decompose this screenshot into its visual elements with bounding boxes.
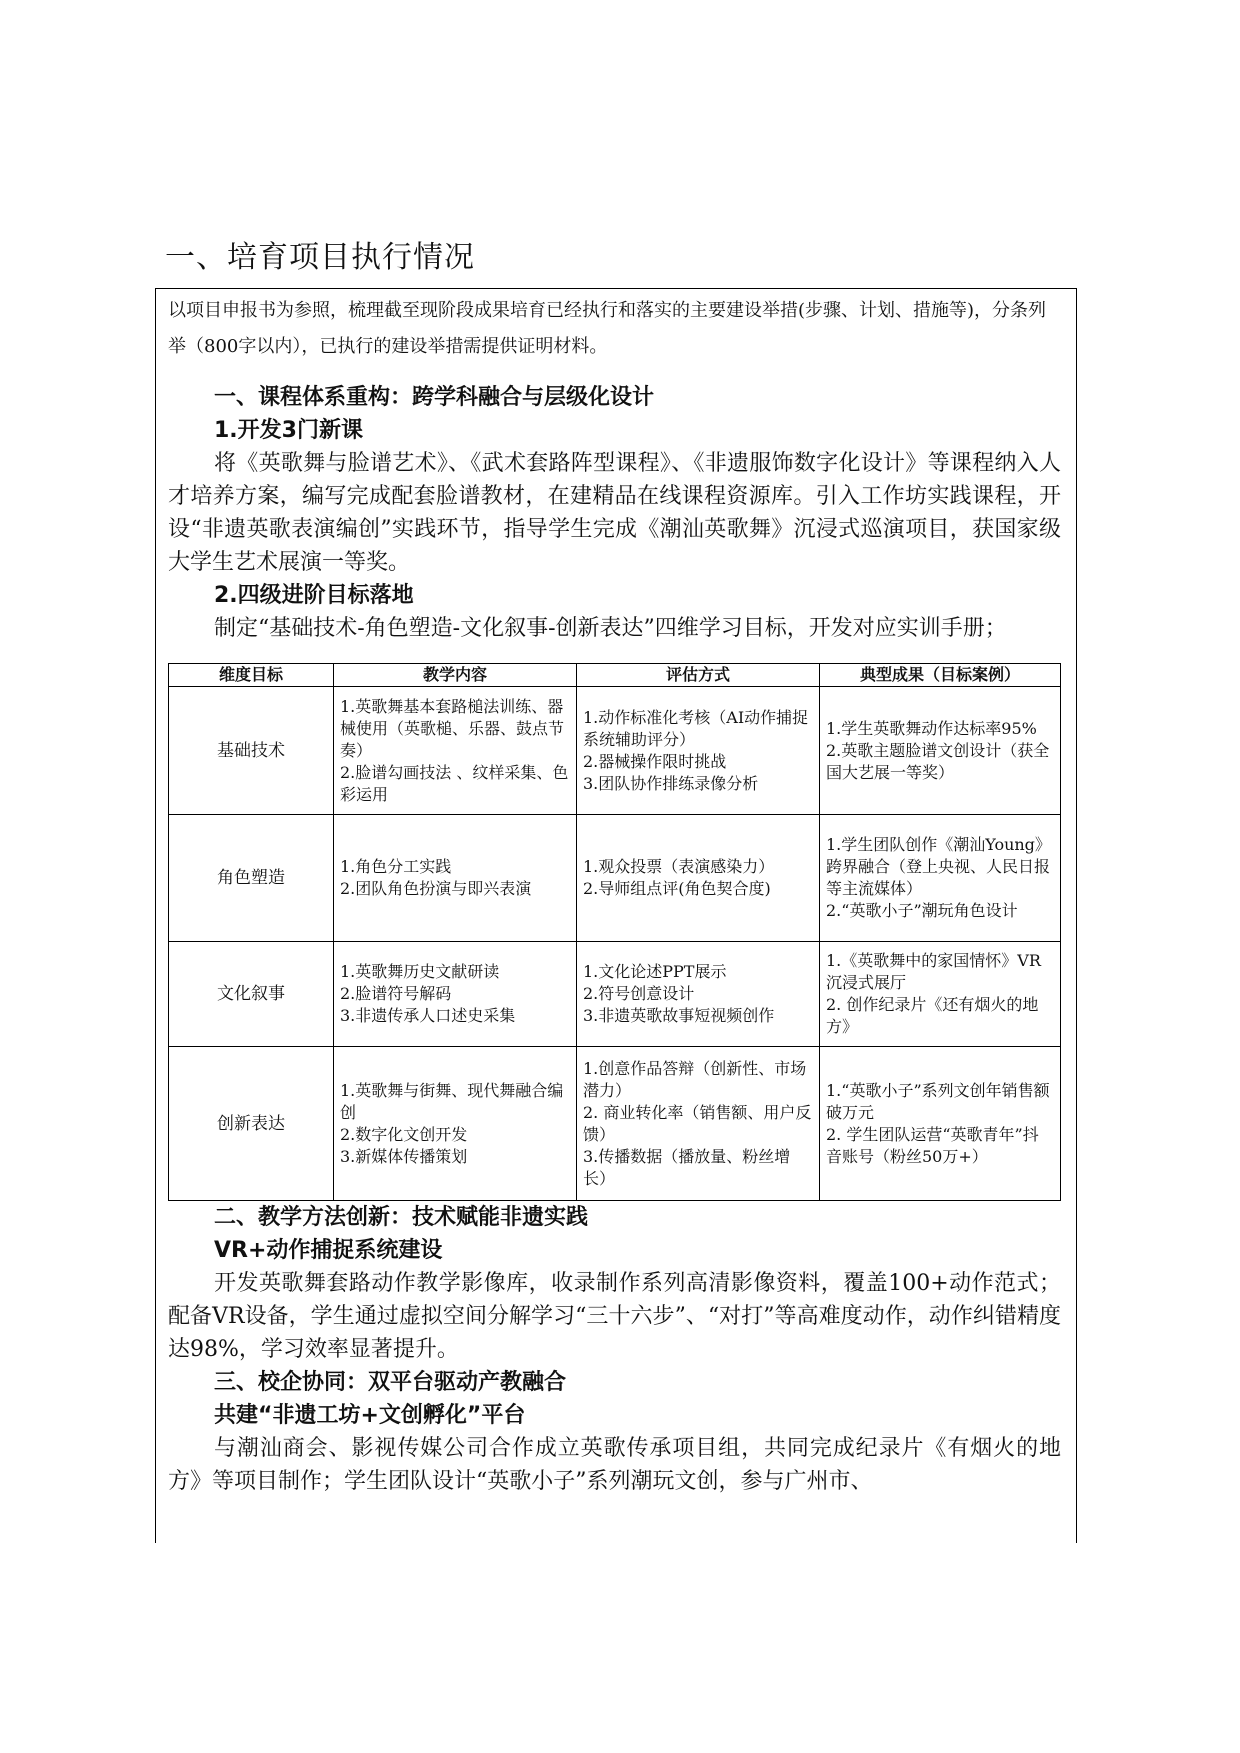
outcome-cell [820,1047,1061,1201]
page-title: 一、培育项目执行情况 [165,240,475,275]
cell-line: 2.脸谱勾画技法 、纹样采集、色彩运用 [340,762,569,804]
cell-line: 1.学生团队创作《潮汕Young》跨界融合（登上央视、人民日报等主流媒体） [826,835,1051,898]
cell-line: 2.器械操作限时挑战 [583,751,727,771]
cell-line: 3.传播数据（播放量、粉丝增长） [583,1146,791,1188]
table-header: 教学内容 [334,664,577,687]
table-row [169,1047,1061,1201]
outcome-cell [820,815,1061,942]
assessment-cell [577,942,820,1047]
cell-line: 3.新媒体传播策划 [340,1146,468,1166]
content-cell [334,1047,577,1201]
table-row [169,815,1061,942]
content-cell [334,687,577,815]
instruction-text: 以项目申报书为参照，梳理截至现阶段成果培育已经执行和落实的主要建设举措(步骤、计划、措施等)，分条列举（800字以内），已执行的建设举措需提供证明材料。 [168,300,1047,357]
section3-sub: 共建“非遗工坊+文创孵化”平台 [214,1403,526,1428]
cell-line: 2. 商业转化率（销售额、用户反馈） [583,1102,812,1144]
section1-para2: 制定“基础技术-角色塑造-文化叙事-创新表达”四维学习目标，开发对应实训手册； [214,616,1007,641]
cell-line: 1.学生英歌舞动作达标率95% [826,718,1037,738]
cell-line: 2.“英歌小子”潮玩角色设计 [826,901,1018,920]
cell-line: 1.文化论述PPT展示 [583,962,727,981]
cell-line: 2.导师组点评(角色契合度) [583,879,771,898]
content-cell [334,942,577,1047]
assessment-cell [577,687,820,815]
assessment-cell [577,1047,820,1201]
report-content [168,381,1061,1498]
cell-line: 3.非遗传承人口述史采集 [340,1006,516,1025]
cell-line: 1.“英歌小子”系列文创年销售额破万元 [826,1080,1050,1122]
dimension-cell: 基础技术 [169,687,334,815]
cell-line: 2.脸谱符号解码 [340,984,452,1003]
form-frame [155,288,1077,1543]
table-header: 维度目标 [169,664,334,687]
cell-line: 1.角色分工实践 [340,857,452,876]
section1-para1: 将《英歌舞与脸谱艺术》、《武术套路阵型课程》、《非遗服饰数字化设计》等课程纳入人才培养方案，编写完成配套脸谱教材，在建精品在线课程资源库。引入工作坊实践课程，开设“非遗英歌表演编创”实践环节，指导学生完成《潮汕英歌舞》沉浸式巡演项目，获国家级大学生艺术展演一等奖。 [168,451,1061,575]
dimension-cell: 文化叙事 [169,942,334,1047]
cell-line: 2.英歌主题脸谱文创设计（获全国大艺展一等奖） [826,740,1050,782]
cell-line: 2. 学生团队运营“英歌青年”抖音账号（粉丝50万+） [826,1124,1039,1166]
cell-line: 2.数字化文创开发 [340,1124,468,1144]
cell-line: 1.《英歌舞中的家国情怀》VR沉浸式展厅 [826,951,1041,992]
outcome-cell [820,687,1061,815]
section1-heading: 一、课程体系重构：跨学科融合与层级化设计 [214,385,655,410]
cell-line: 1.观众投票（表演感染力） [583,857,775,876]
table-row [169,942,1061,1047]
dimension-cell: 创新表达 [169,1047,334,1201]
cell-line: 2. 创作纪录片《还有烟火的地方》 [826,995,1039,1036]
dimension-cell: 角色塑造 [169,815,334,942]
section3-heading: 三、校企协同：双平台驱动产教融合 [214,1370,567,1395]
section1-sub2: 2.四级进阶目标落地 [214,583,414,608]
cell-line: 1.英歌舞历史文献研读 [340,962,500,981]
table-header: 典型成果（目标案例） [820,664,1061,687]
cell-line: 1.动作标准化考核（AI动作捕捉系统辅助评分） [583,707,809,749]
cell-line: 3.非遗英歌故事短视频创作 [583,1006,775,1025]
cell-line: 2.符号创意设计 [583,984,695,1003]
cell-line: 1.英歌舞与街舞、现代舞融合编创 [340,1080,564,1122]
content-cell [334,815,577,942]
section2-para: 开发英歌舞套路动作教学影像库，收录制作系列高清影像资料，覆盖100+动作范式；配备VR设备，学生通过虚拟空间分解学习“三十六步”、“对打”等高难度动作，动作纠错精度达98%，学习效率显著提升。 [168,1271,1061,1362]
table-header: 评估方式 [577,664,820,687]
section2-sub: VR+动作捕捉系统建设 [214,1238,443,1263]
section2-heading: 二、教学方法创新：技术赋能非遗实践 [214,1205,589,1230]
section3-para: 与潮汕商会、影视传媒公司合作成立英歌传承项目组，共同完成纪录片《有烟火的地方》等项目制作；学生团队设计“英歌小子”系列潮玩文创，参与广州市、 [168,1436,1061,1494]
table-row [169,687,1061,815]
section1-sub1: 1.开发3门新课 [214,418,363,443]
cell-line: 2.团队角色扮演与即兴表演 [340,879,532,898]
assessment-cell [577,815,820,942]
cell-line: 1.创意作品答辩（创新性、市场潜力） [583,1058,807,1100]
cell-line: 1.英歌舞基本套路槌法训练、器械使用（英歌槌、乐器、鼓点节奏） [340,696,565,760]
table-header-row [169,664,1061,687]
outcome-cell [820,942,1061,1047]
learning-targets-table [168,663,1061,1201]
cell-line: 3.团队协作排练录像分析 [583,773,759,793]
